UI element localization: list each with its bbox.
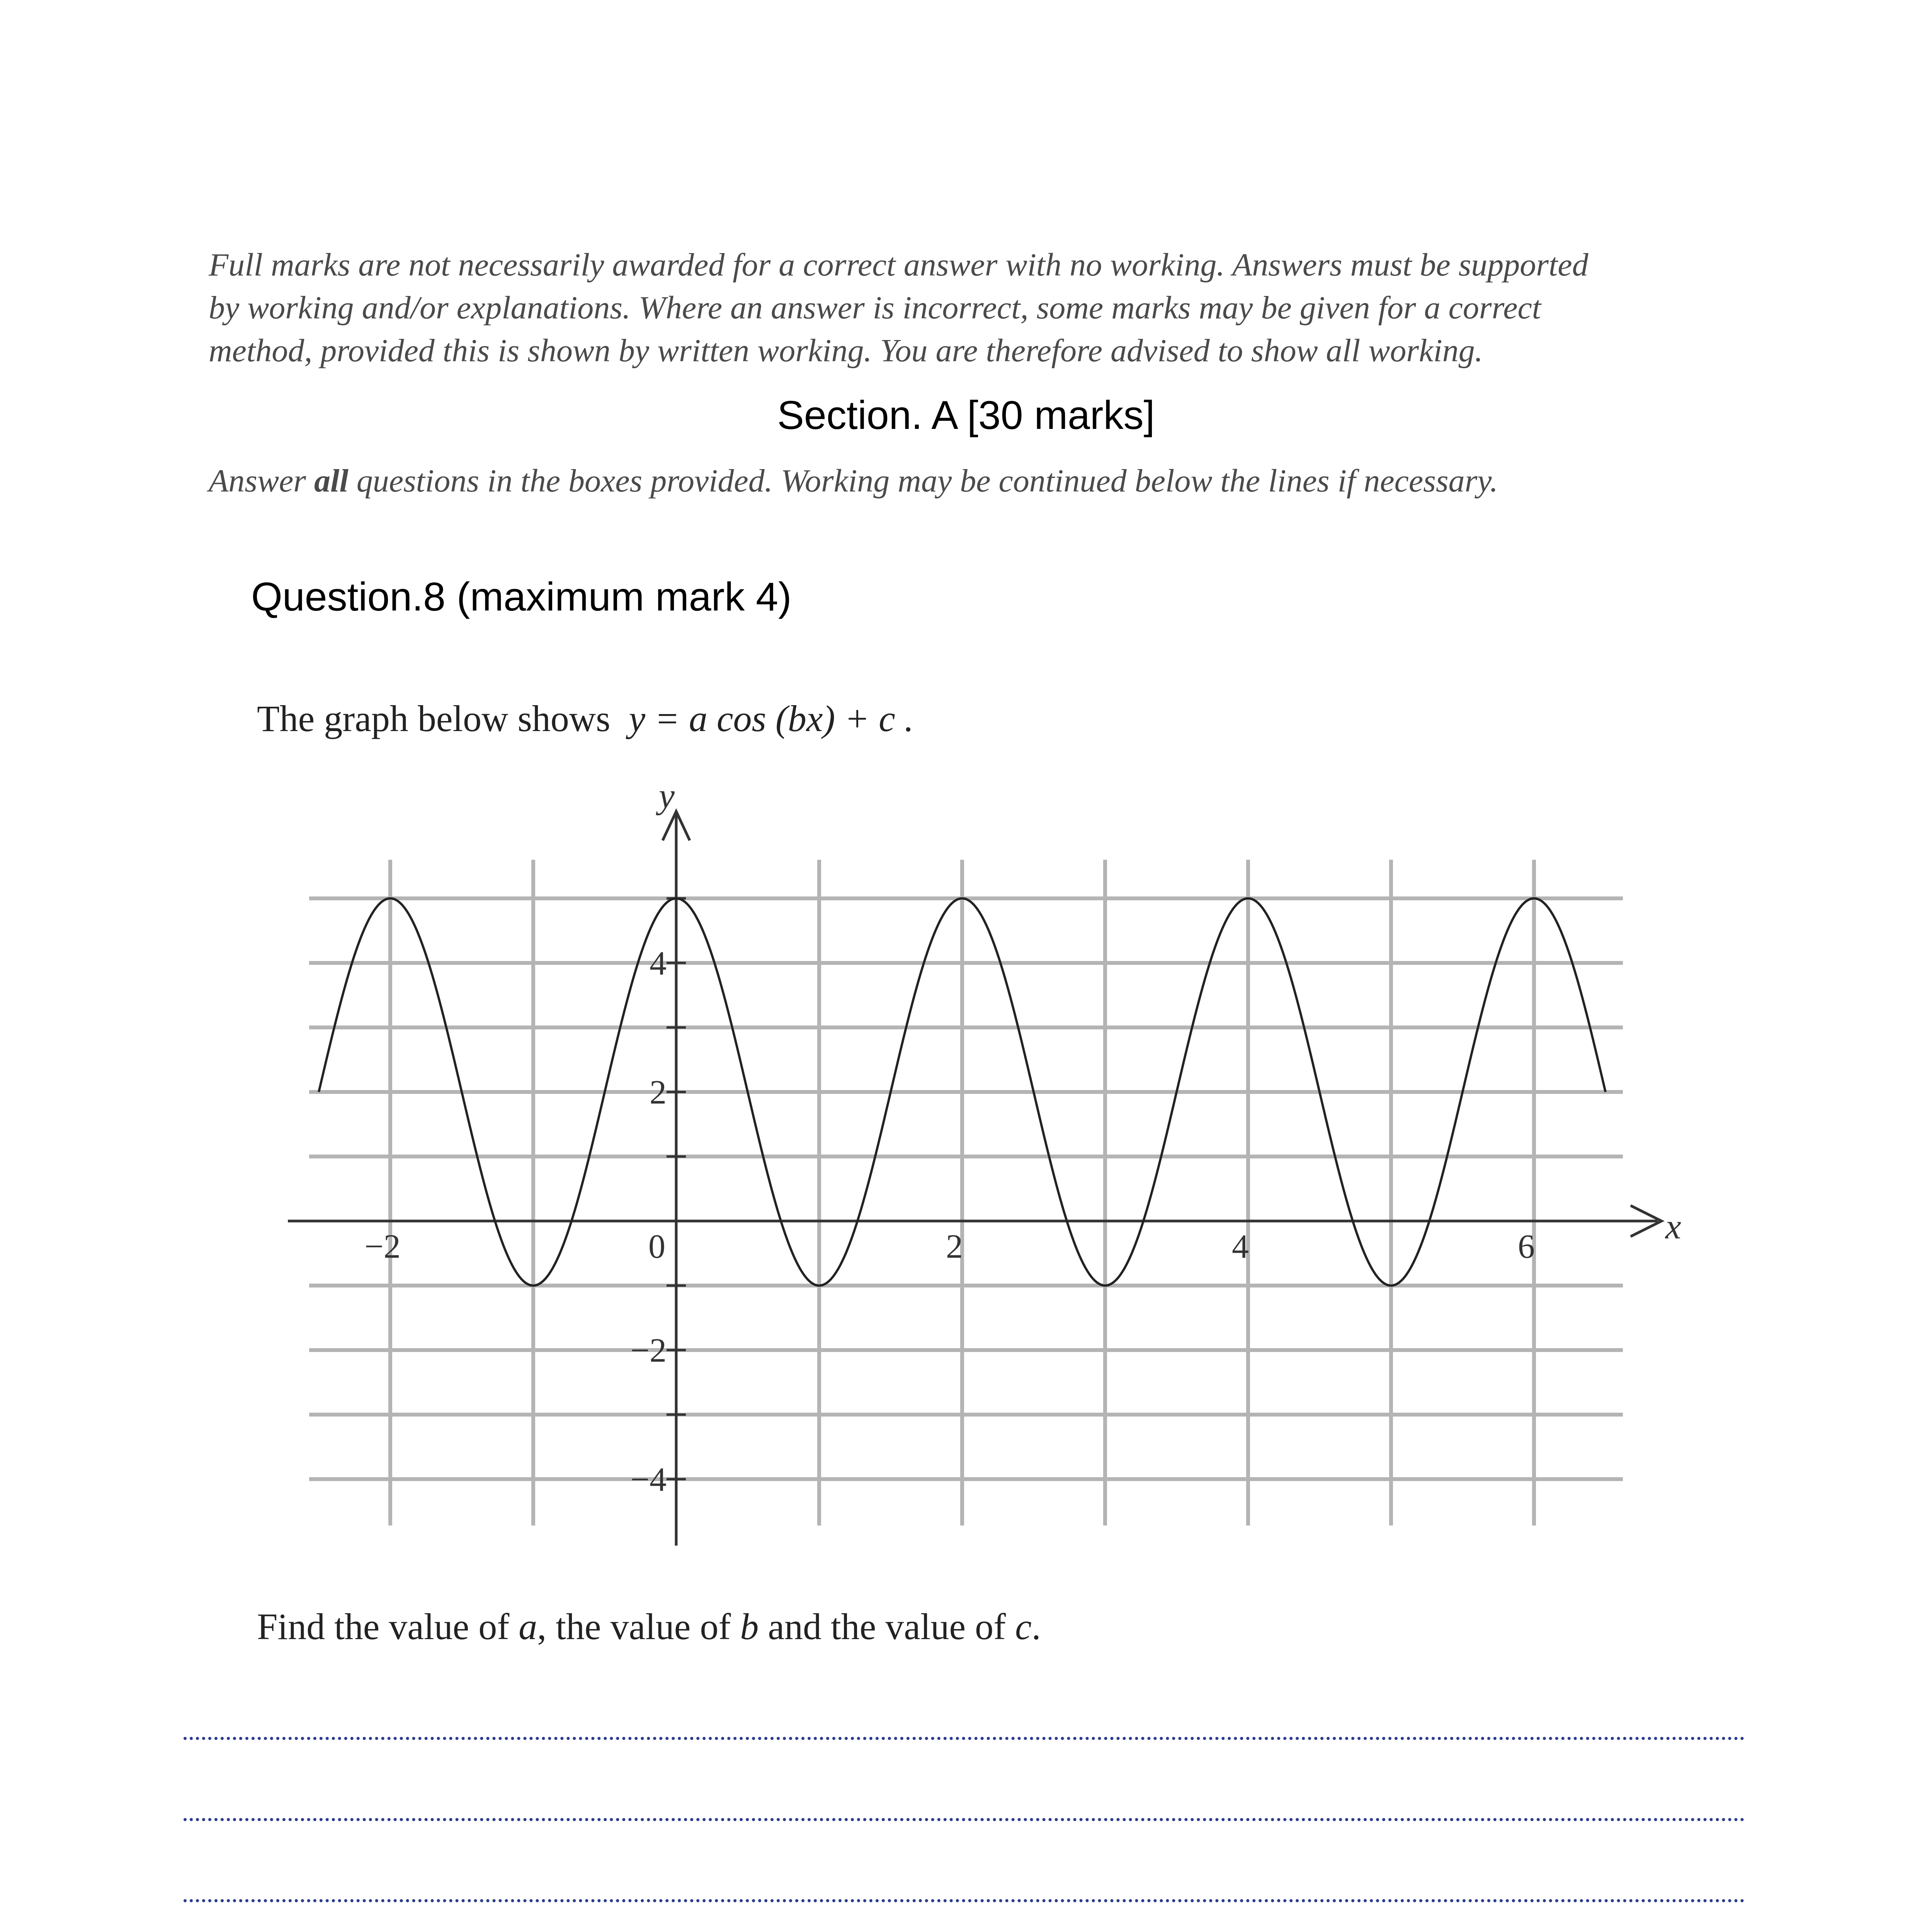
x-tick-label: 4 bbox=[1232, 1228, 1249, 1265]
find-prefix: Find the value of bbox=[257, 1606, 519, 1647]
question-heading: Question.8 (maximum mark 4) bbox=[251, 575, 792, 619]
find-instruction bbox=[257, 1604, 1041, 1650]
answer-instruction-after: questions in the boxes provided. Working may be continued below the lines if necessary. bbox=[348, 463, 1498, 499]
answer-line[interactable] bbox=[184, 1737, 1745, 1740]
answer-instruction-before: Answer bbox=[209, 463, 314, 499]
graph-grid bbox=[309, 860, 1623, 1526]
var-a: a bbox=[519, 1606, 537, 1647]
instructions-line-1: Full marks are not necessarily awarded for a correct answer with no working. Answers must be supported bbox=[209, 247, 1588, 283]
x-tick-label: 6 bbox=[1518, 1228, 1535, 1265]
y-axis-label: y bbox=[659, 776, 675, 815]
y-tick-label: 4 bbox=[650, 945, 667, 982]
y-tick-label: −2 bbox=[630, 1332, 667, 1369]
instructions-line-2: by working and/or explanations. Where an answer is incorrect, some marks may be given for a correct bbox=[209, 290, 1541, 326]
var-c: c bbox=[1015, 1606, 1032, 1647]
x-tick-label: 0 bbox=[648, 1228, 665, 1265]
find-suffix: . bbox=[1031, 1606, 1041, 1647]
y-tick-label: −4 bbox=[630, 1461, 667, 1498]
graph-axes bbox=[288, 811, 1662, 1546]
find-mid-2: and the value of bbox=[759, 1606, 1015, 1647]
find-mid-1: , the value of bbox=[537, 1606, 740, 1647]
instructions-line-3: method, provided this is shown by written working. You are therefore advised to show all working. bbox=[209, 333, 1483, 369]
x-tick-label: 2 bbox=[946, 1228, 963, 1265]
answer-instruction-bold: all bbox=[314, 463, 349, 499]
var-b: b bbox=[740, 1606, 759, 1647]
question-intro-text: The graph below shows bbox=[257, 698, 611, 739]
x-axis-label: x bbox=[1665, 1207, 1681, 1246]
x-tick-label: −2 bbox=[364, 1228, 401, 1265]
answer-line[interactable] bbox=[184, 1818, 1745, 1821]
answer-line[interactable] bbox=[184, 1899, 1745, 1902]
section-heading: Section. A [30 marks] bbox=[777, 393, 1155, 438]
y-tick-label: 2 bbox=[650, 1074, 667, 1111]
question-equation: y = a cos (bx) + c . bbox=[629, 698, 914, 739]
